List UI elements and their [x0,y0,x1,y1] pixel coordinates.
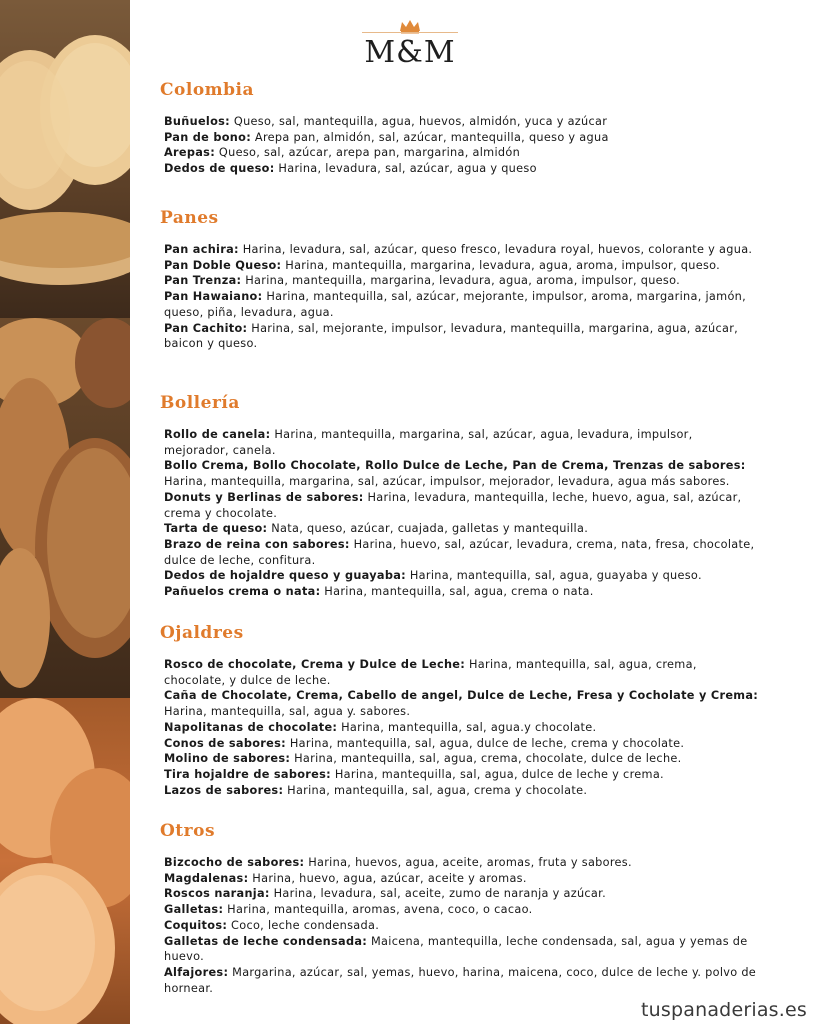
item-desc: Harina, mantequilla, sal, agua.y chocolate. [337,720,597,734]
item-desc: Nata, queso, azúcar, cuajada, galletas y mantequilla. [267,522,589,536]
item-desc: Harina, levadura, mantequilla, leche, huevo, agua, sal, azúcar, crema y chocolate. [164,490,742,520]
list-item [164,258,760,274]
item-name: Dedos de hojaldre queso y guayaba: [164,569,406,583]
item-desc: Margarina, azúcar, sal, yemas, huevo, harina, maicena, coco, dulce de leche y. polvo de hornear. [164,965,757,995]
item-desc: Harina, mantequilla, margarina, sal, azúcar, agua, levadura, impulsor, mejorador, canela. [164,428,693,457]
item-desc: Harina, mantequilla, sal, agua, crema y chocolate. [283,783,588,797]
section-title: Colombia [160,80,255,100]
footer-website: tuspanaderias.es [641,999,807,1021]
list-item [164,688,760,719]
section-bolleria [160,393,760,600]
list-item [164,934,760,965]
list-item [164,767,760,783]
item-name: Dedos de queso: [164,162,275,176]
bread-photo-strip [0,0,130,1024]
item-name: Tarta de queso: [164,522,268,536]
item-desc: Harina, mantequilla, aromas, avena, coco, o cacao. [223,903,533,917]
item-name: Tira hojaldre de sabores: [164,767,331,781]
logo-rule [362,32,458,33]
list-item [164,886,760,902]
item-name: Arepas: [164,146,216,160]
item-name: Rollo de canela: [164,428,271,441]
section-panes [160,208,760,352]
list-item [164,568,760,584]
list-item [164,965,760,996]
item-name: Napolitanas de chocolate: [164,720,338,734]
item-desc: Harina, levadura, sal, azúcar, queso fresco, levadura royal, huevos, colorante y agua. [238,243,753,256]
item-desc: Harina, huevo, sal, azúcar, levadura, crema, nata, fresa, chocolate, dulce de leche, confitura. [164,537,755,567]
item-name: Pan Cachito: [164,321,248,335]
item-desc: Harina, mantequilla, sal, agua, guayaba y queso. [405,569,702,583]
item-name: Conos de sabores: [164,736,286,750]
brand-name: M&M [364,35,456,70]
item-name: Rosco de chocolate, Crema y Dulce de Leche: [164,658,466,671]
item-desc: Harina, mantequilla, sal, agua, crema, chocolate, dulce de leche. [290,752,682,766]
list-item [164,490,760,521]
item-name: Magdalenas: [164,871,249,885]
item-name: Brazo de reina con sabores: [164,537,350,551]
item-desc: Queso, sal, azúcar, arepa pan, margarina, almidón [215,146,521,160]
list-item [164,521,760,537]
item-desc: Maicena, mantequilla, leche condensada, sal, agua y yemas de huevo. [164,934,748,964]
item-name: Galletas de leche condensada: [164,934,368,948]
item-name: Pan achira: [164,243,239,256]
item-name: Molino de sabores: [164,752,291,766]
list-item [164,902,760,918]
list-item [164,918,760,934]
item-desc: Harina, huevo, agua, azúcar, aceite y aromas. [248,871,527,885]
section-colombia [160,80,760,177]
item-desc: Queso, sal, mantequilla, agua, huevos, almidón, yuca y azúcar [229,115,608,128]
item-desc: Harina, mantequilla, sal, agua y. sabores. [164,705,411,719]
list-item [164,720,760,736]
list-item [164,783,760,799]
list-item [164,584,760,600]
list-item [164,537,760,568]
item-name: Pan de bono: [164,130,252,144]
item-desc: Coco, leche condensada. [227,918,380,932]
list-item [164,871,760,887]
item-desc: Harina, mantequilla, margarina, levadura, agua, aroma, impulsor, queso. [281,258,721,272]
section-title: Bollería [160,393,240,413]
list-item [164,161,760,177]
list-item [164,751,760,767]
item-desc: Harina, mantequilla, margarina, sal, azúcar, impulsor, mejorador, levadura, agua más sabores. [164,475,730,489]
item-name: Galletas: [164,903,224,917]
brand-logo [350,18,470,70]
item-name: Lazos de sabores: [164,783,284,797]
list-item [164,458,760,489]
item-desc: Harina, mantequilla, sal, agua, crema, chocolate, y dulce de leche. [164,658,697,687]
item-name: Alfajores: [164,965,229,979]
item-desc: Harina, mantequilla, sal, agua, dulce de leche, crema y chocolate. [285,736,685,750]
list-item [164,130,760,146]
list-item [164,321,760,352]
item-name: Donuts y Berlinas de sabores: [164,490,364,504]
item-desc: Arepa pan, almidón, sal, azúcar, mantequilla, queso y agua [251,130,609,144]
item-name: Buñuelos: [164,115,230,128]
list-item [164,242,760,258]
item-name: Bollo Crema, Bollo Chocolate, Rollo Dulce de Leche, Pan de Crema, Trenzas de sabores: [164,459,746,473]
bread-photo-bottom [0,698,130,1024]
item-name: Pan Hawaiano: [164,290,263,304]
item-name: Pan Trenza: [164,274,242,288]
item-desc: Harina, sal, mejorante, impulsor, levadura, mantequilla, margarina, agua, azúcar, baicon y queso. [164,321,739,351]
section-otros [160,821,760,996]
list-item [164,855,760,871]
list-item [164,145,760,161]
bread-photo-top [0,0,130,318]
list-item [164,427,760,458]
item-name: Coquitos: [164,918,228,932]
list-item [164,657,760,688]
item-desc: Harina, mantequilla, sal, azúcar, mejorante, impulsor, aroma, margarina, jamón, queso, piña, levadura, agua. [164,290,747,319]
item-desc: Harina, huevos, agua, aceite, aromas, fruta y sabores. [304,856,632,869]
item-name: Roscos naranja: [164,887,270,901]
section-title: Otros [160,821,216,841]
section-title: Ojaldres [160,623,244,643]
item-name: Pañuelos crema o nata: [164,585,321,599]
list-item [164,114,760,130]
item-desc: Harina, levadura, sal, azúcar, agua y queso [274,162,537,176]
item-desc: Harina, mantequilla, sal, agua, dulce de leche y crema. [330,767,664,781]
list-item [164,289,760,320]
section-ojaldres [160,623,760,798]
bread-photo-middle [0,318,130,698]
list-item [164,736,760,752]
item-desc: Harina, mantequilla, margarina, levadura, agua, aroma, impulsor, queso. [241,274,681,288]
item-name: Caña de Chocolate, Crema, Cabello de angel, Dulce de Leche, Fresa y Cocholate y Crema: [164,689,759,703]
list-item [164,273,760,289]
item-name: Bizcocho de sabores: [164,856,305,869]
section-title: Panes [160,208,219,228]
item-desc: Harina, mantequilla, sal, agua, crema o nata. [320,585,594,599]
item-name: Pan Doble Queso: [164,258,282,272]
item-desc: Harina, levadura, sal, aceite, zumo de naranja y azúcar. [269,887,606,901]
